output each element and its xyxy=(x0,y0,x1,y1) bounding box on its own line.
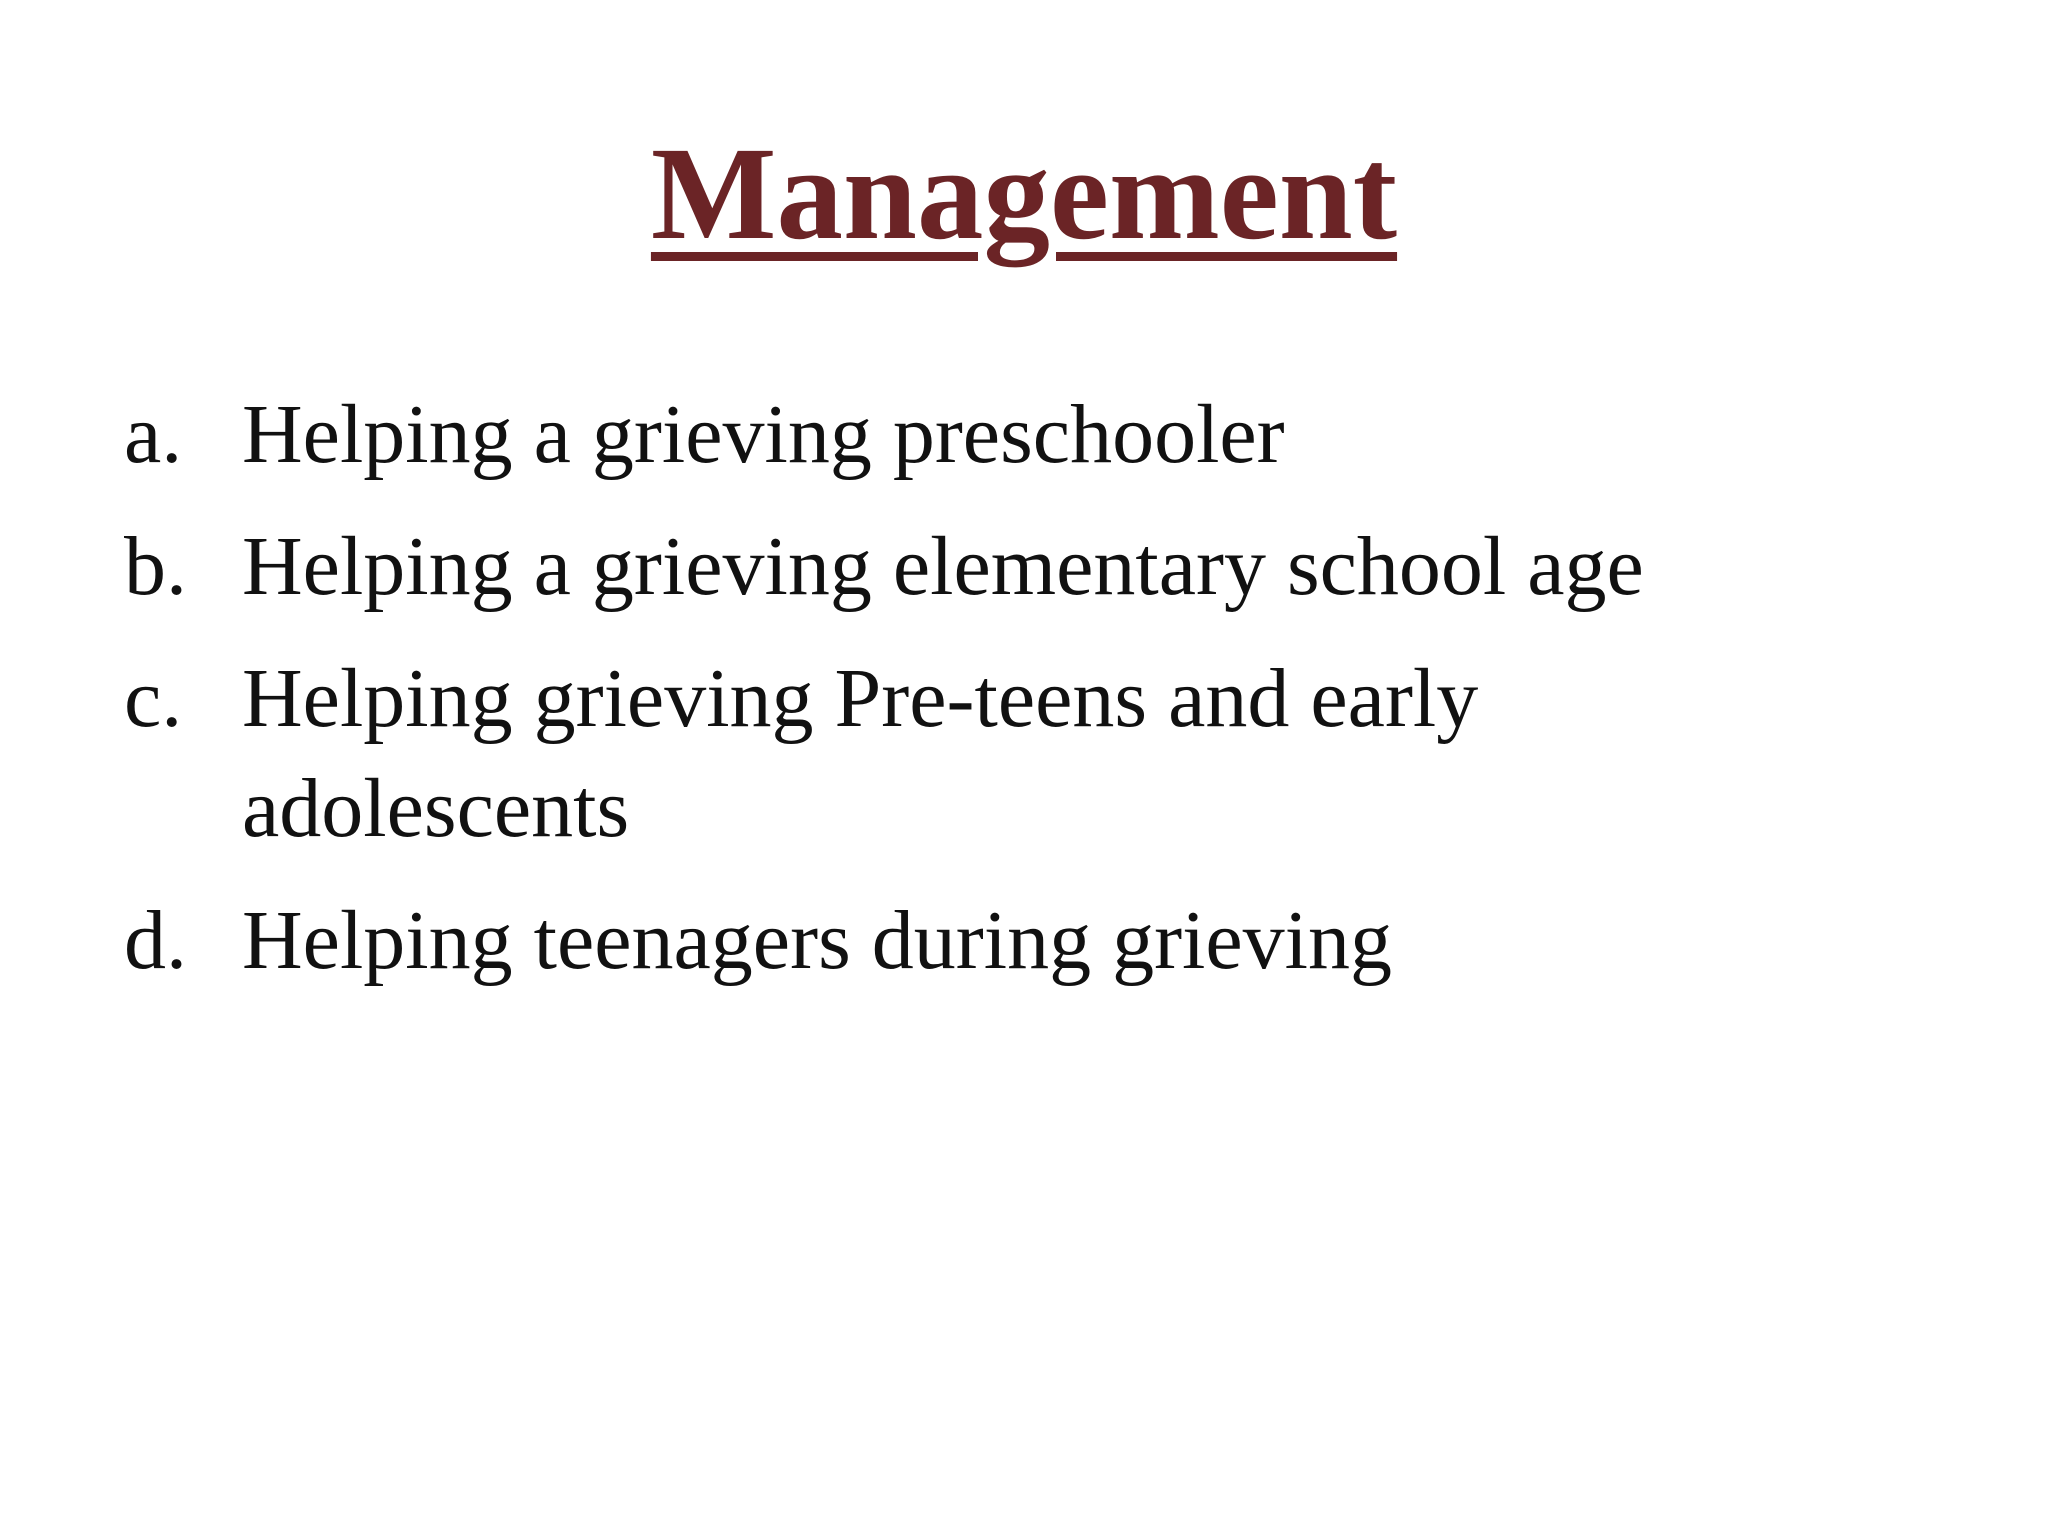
list-item-text: Helping a grieving elementary school age xyxy=(242,520,1644,613)
list-item-text: Helping grieving Pre-teens and early adolescents xyxy=(242,652,1479,855)
list-item xyxy=(124,644,1802,864)
list-marker: d. xyxy=(124,894,187,987)
slide-title: Management xyxy=(650,119,1398,267)
list-marker: a. xyxy=(124,388,183,481)
list-item xyxy=(124,380,1924,490)
list-item-text: Helping a grieving preschooler xyxy=(242,388,1285,481)
list-item xyxy=(124,512,1924,622)
list-marker: b. xyxy=(124,520,187,613)
list-marker: c. xyxy=(124,652,183,745)
list-item-text: Helping teenagers during grieving xyxy=(242,894,1392,987)
bullet-list xyxy=(124,380,1924,1018)
list-item xyxy=(124,886,1924,996)
